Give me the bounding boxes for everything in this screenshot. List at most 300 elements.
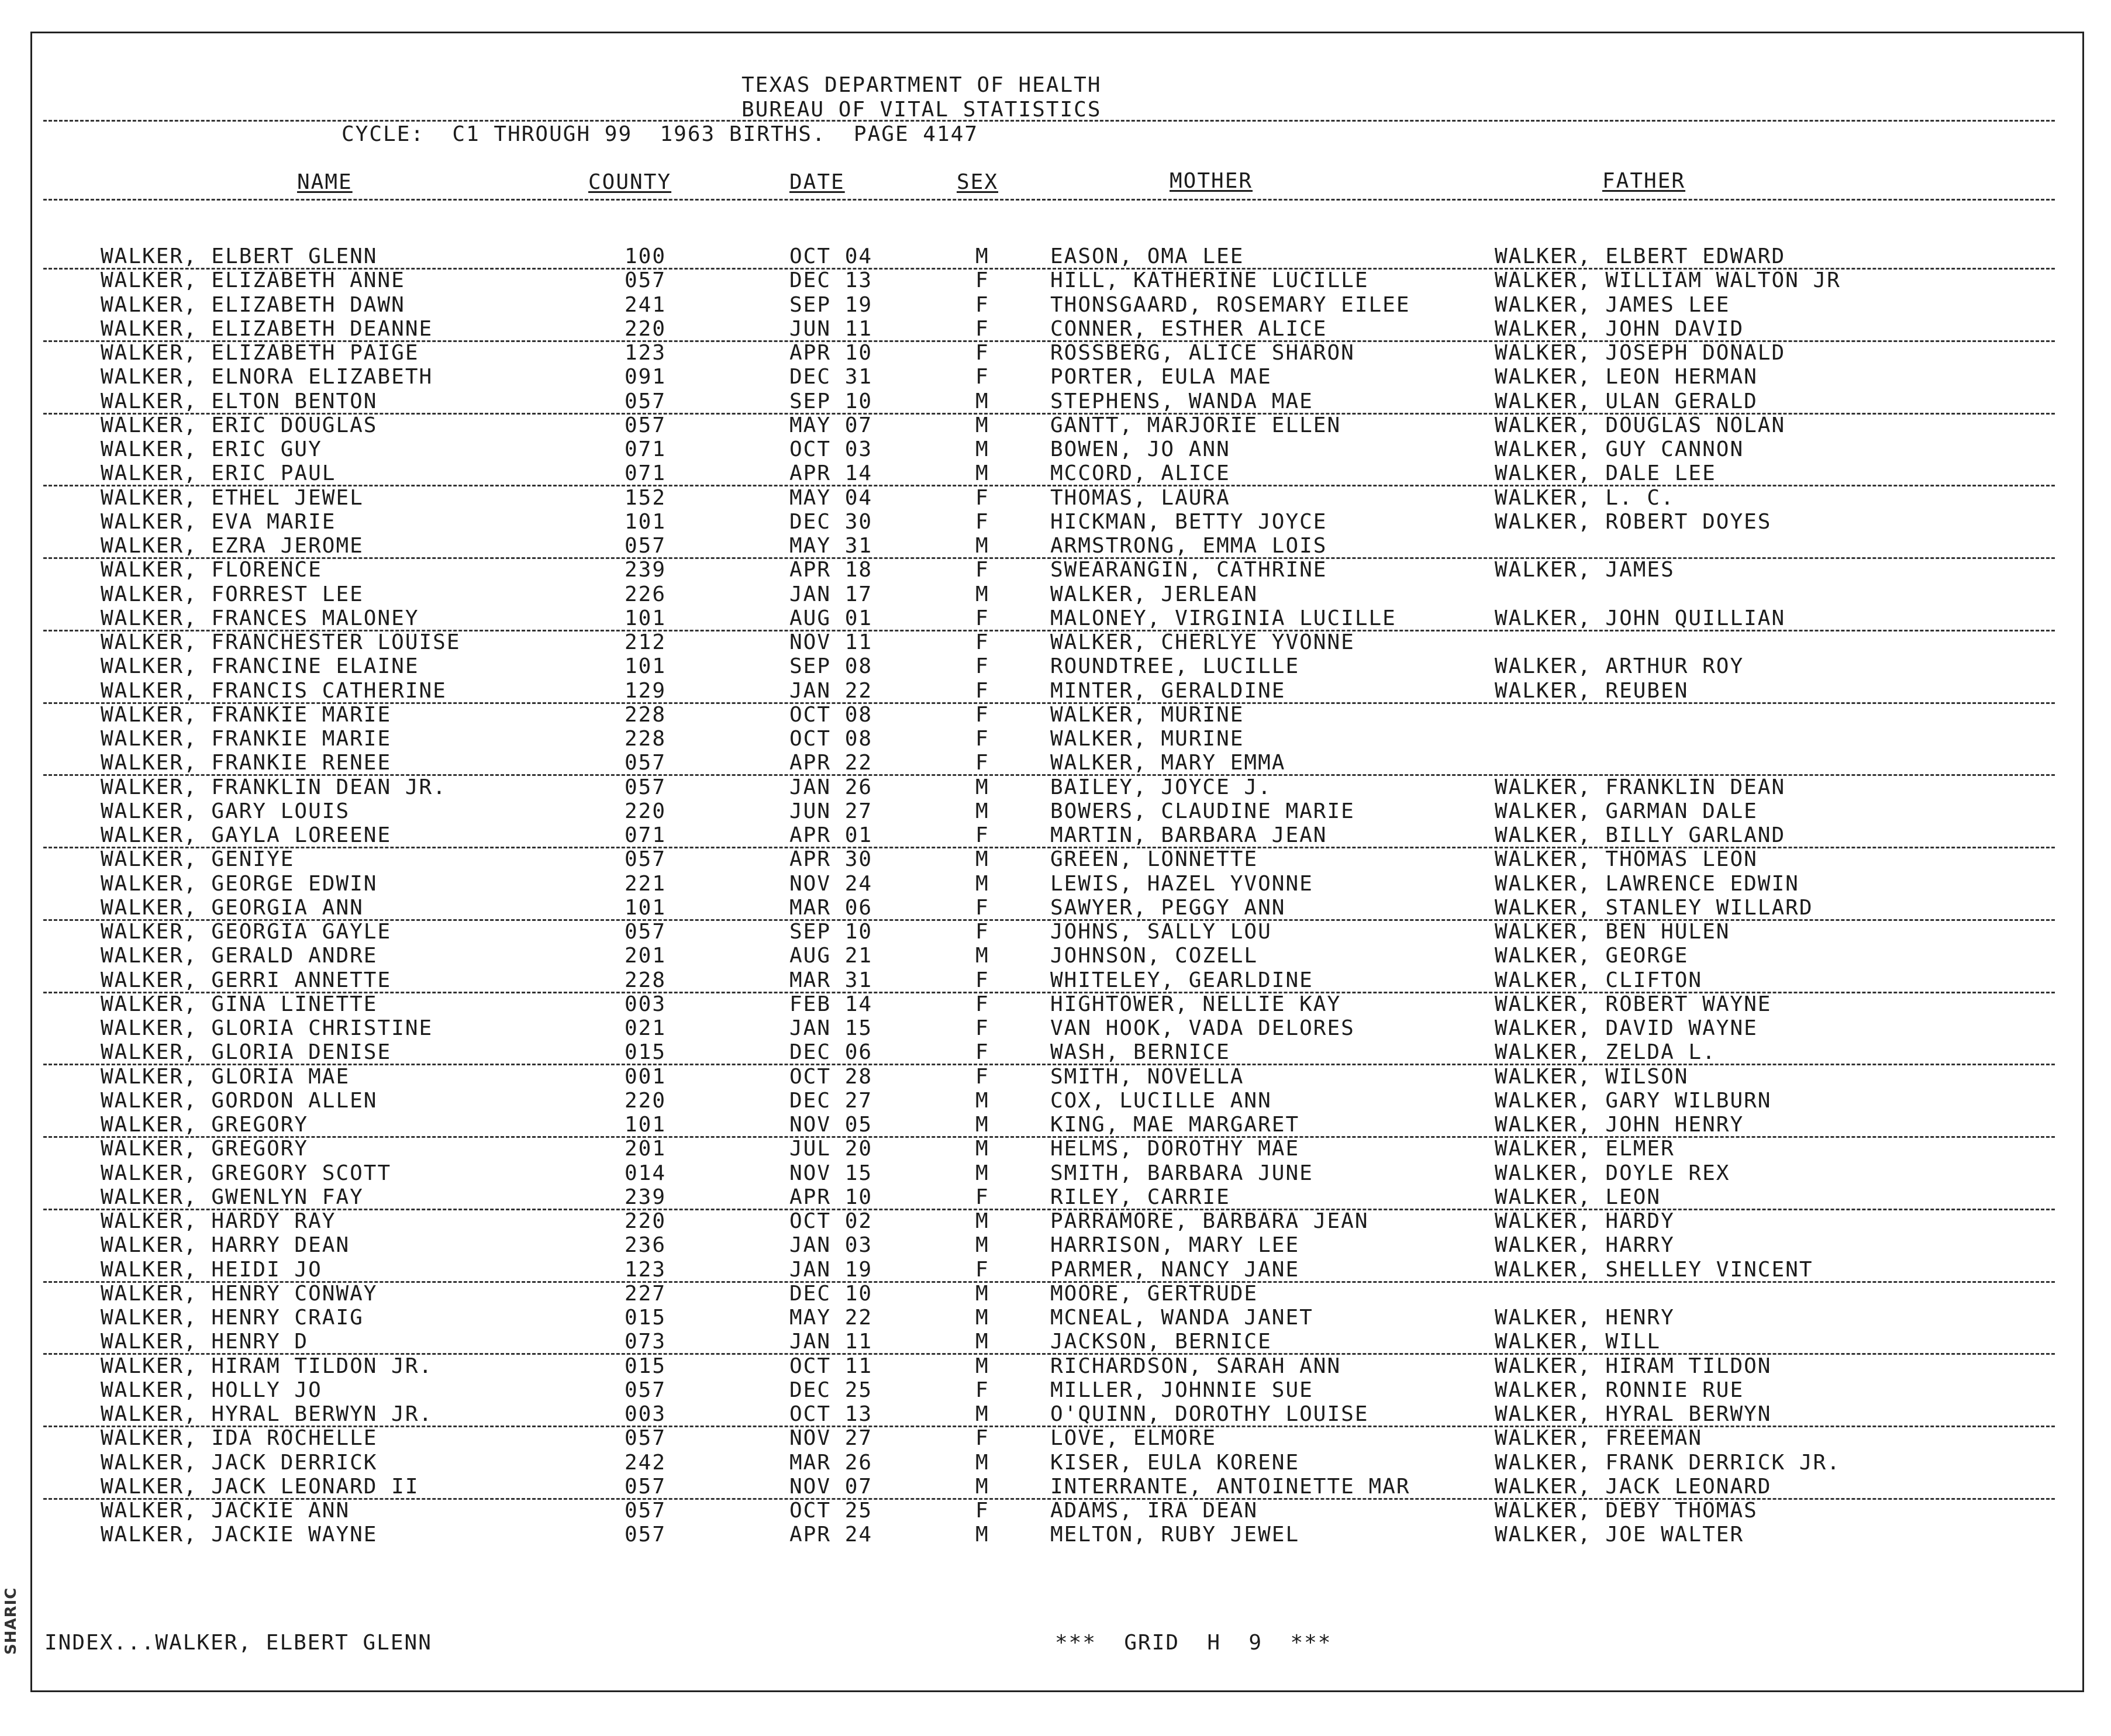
record-row [0, 630, 2111, 654]
record-mother: WALKER, CHERLYE YVONNE [1050, 630, 1355, 654]
record-county: 057 [625, 268, 667, 293]
record-row [0, 799, 2111, 823]
record-sex: M [975, 1450, 989, 1475]
record-sex: M [975, 534, 989, 558]
record-mother: WHITELEY, GEARLDINE [1050, 968, 1313, 992]
index-line: INDEX...WALKER, ELBERT GLENN [44, 1631, 432, 1655]
record-name: WALKER, EVA MARIE [101, 509, 336, 534]
record-name: WALKER, ERIC GUY [101, 437, 322, 461]
record-sex: F [975, 292, 989, 317]
record-county: 057 [625, 1499, 667, 1523]
record-mother: EASON, OMA LEE [1050, 244, 1244, 268]
record-mother: ROUNDTREE, LUCILLE [1050, 654, 1300, 679]
record-father: WALKER, WILSON [1495, 1064, 1689, 1089]
record-row [0, 1233, 2111, 1257]
record-father: WALKER, HARRY [1495, 1233, 1675, 1258]
record-mother: WALKER, MURINE [1050, 727, 1244, 751]
record-mother: INTERRANTE, ANTOINETTE MAR [1050, 1474, 1410, 1499]
record-name: WALKER, GERRI ANNETTE [101, 968, 392, 992]
record-mother: BAILEY, JOYCE J. [1050, 775, 1272, 799]
record-name: WALKER, HIRAM TILDON JR. [101, 1354, 433, 1378]
record-father: WALKER, GARY WILBURN [1495, 1088, 1772, 1113]
record-row [0, 365, 2111, 389]
record-sex: M [975, 1523, 989, 1547]
record-row [0, 1354, 2111, 1378]
record-date: APR 24 [789, 1523, 873, 1547]
col-header-name: NAME [297, 170, 353, 194]
record-father: WALKER, STANLEY WILLARD [1495, 895, 1813, 920]
record-row [0, 606, 2111, 630]
record-county: 242 [625, 1450, 667, 1475]
record-sex: M [975, 389, 989, 413]
record-father: WALKER, HYRAL BERWYN [1495, 1402, 1772, 1426]
record-mother: STEPHENS, WANDA MAE [1050, 389, 1313, 413]
record-date: NOV 24 [789, 871, 873, 896]
record-date: JAN 15 [789, 1016, 873, 1040]
record-sex: M [975, 1354, 989, 1378]
record-name: WALKER, FLORENCE [101, 558, 322, 582]
record-father: WALKER, BEN HULEN [1495, 920, 1730, 944]
record-sex: F [975, 268, 989, 293]
record-name: WALKER, GINA LINETTE [101, 992, 378, 1016]
record-date: JAN 26 [789, 775, 873, 799]
record-county: 101 [625, 509, 667, 534]
record-county: 123 [625, 341, 667, 365]
record-row [0, 1065, 2111, 1089]
record-row [0, 268, 2111, 292]
record-name: WALKER, GREGORY [101, 1137, 309, 1161]
record-date: APR 30 [789, 847, 873, 872]
record-father: WALKER, SHELLEY VINCENT [1495, 1257, 1813, 1282]
record-row [0, 1185, 2111, 1209]
record-date: OCT 08 [789, 702, 873, 727]
record-county: 129 [625, 678, 667, 703]
record-date: OCT 08 [789, 727, 873, 751]
record-date: MAY 31 [789, 534, 873, 558]
record-father: WALKER, ROBERT WAYNE [1495, 992, 1772, 1016]
record-date: OCT 03 [789, 437, 873, 461]
record-mother: GREEN, LONNETTE [1050, 847, 1258, 872]
record-county: 071 [625, 461, 667, 486]
record-sex: F [975, 702, 989, 727]
record-name: WALKER, ELNORA ELIZABETH [101, 365, 433, 389]
record-father: WALKER, HARDY [1495, 1209, 1675, 1233]
record-sex: F [975, 968, 989, 992]
record-name: WALKER, ELBERT GLENN [101, 244, 378, 268]
record-name: WALKER, GREGORY SCOTT [101, 1161, 392, 1185]
record-mother: GANTT, MARJORIE ELLEN [1050, 413, 1341, 437]
record-mother: HELMS, DOROTHY MAE [1050, 1137, 1300, 1161]
record-date: OCT 11 [789, 1354, 873, 1378]
record-name: WALKER, HEIDI JO [101, 1257, 322, 1282]
record-mother: LOVE, ELMORE [1050, 1426, 1217, 1451]
record-date: OCT 25 [789, 1499, 873, 1523]
record-county: 014 [625, 1161, 667, 1185]
record-mother: THONSGAARD, ROSEMARY EILEE [1050, 292, 1410, 317]
record-father: WALKER, BILLY GARLAND [1495, 823, 1786, 847]
record-father: WALKER, FRANK DERRICK JR. [1495, 1450, 1841, 1475]
record-mother: JACKSON, BERNICE [1050, 1330, 1272, 1354]
record-date: MAR 31 [789, 968, 873, 992]
record-name: WALKER, HARRY DEAN [101, 1233, 350, 1258]
record-row [0, 727, 2111, 751]
record-mother: O'QUINN, DOROTHY LOUISE [1050, 1402, 1369, 1426]
record-date: DEC 10 [789, 1281, 873, 1306]
record-name: WALKER, ELIZABETH DEANNE [101, 316, 433, 341]
record-name: WALKER, GEORGE EDWIN [101, 871, 378, 896]
record-name: WALKER, FRANKIE RENEE [101, 751, 392, 775]
record-sex: F [975, 558, 989, 582]
record-date: APR 22 [789, 751, 873, 775]
record-name: WALKER, JACK DERRICK [101, 1450, 378, 1475]
record-sex: M [975, 1306, 989, 1330]
col-header-date: DATE [789, 170, 845, 194]
record-row [0, 823, 2111, 847]
record-date: SEP 08 [789, 654, 873, 679]
record-father: WALKER, GARMAN DALE [1495, 799, 1758, 823]
record-sex: F [975, 485, 989, 510]
record-sex: F [975, 678, 989, 703]
record-sex: F [975, 316, 989, 341]
record-county: 228 [625, 968, 667, 992]
record-county: 201 [625, 944, 667, 968]
record-county: 057 [625, 1378, 667, 1402]
record-row [0, 341, 2111, 365]
record-row [0, 1137, 2111, 1161]
record-sex: M [975, 1233, 989, 1258]
record-date: NOV 15 [789, 1161, 873, 1185]
record-county: 227 [625, 1281, 667, 1306]
record-sex: F [975, 727, 989, 751]
record-date: DEC 30 [789, 509, 873, 534]
record-name: WALKER, HENRY CRAIG [101, 1306, 364, 1330]
record-county: 015 [625, 1354, 667, 1378]
record-name: WALKER, GLORIA MAE [101, 1064, 350, 1089]
record-father: WALKER, REUBEN [1495, 678, 1689, 703]
record-name: WALKER, JACKIE WAYNE [101, 1523, 378, 1547]
record-row [0, 244, 2111, 268]
record-county: 057 [625, 1426, 667, 1451]
record-father: WALKER, ELBERT EDWARD [1495, 244, 1786, 268]
record-name: WALKER, GLORIA DENISE [101, 1040, 392, 1065]
record-date: APR 18 [789, 558, 873, 582]
col-header-sex: SEX [957, 170, 999, 194]
record-county: 021 [625, 1016, 667, 1040]
record-name: WALKER, HYRAL BERWYN JR. [101, 1402, 433, 1426]
record-date: MAY 22 [789, 1306, 873, 1330]
record-date: DEC 25 [789, 1378, 873, 1402]
record-name: WALKER, GERALD ANDRE [101, 944, 378, 968]
record-row [0, 703, 2111, 727]
record-date: MAR 06 [789, 895, 873, 920]
record-name: WALKER, GORDON ALLEN [101, 1088, 378, 1113]
record-name: WALKER, ELIZABETH ANNE [101, 268, 405, 293]
agency-title: TEXAS DEPARTMENT OF HEALTH [741, 73, 1102, 97]
record-name: WALKER, FRANCINE ELAINE [101, 654, 419, 679]
record-sex: F [975, 992, 989, 1016]
record-mother: MALONEY, VIRGINIA LUCILLE [1050, 606, 1396, 630]
record-county: 221 [625, 871, 667, 896]
record-father: WALKER, HENRY [1495, 1306, 1675, 1330]
record-row [0, 1258, 2111, 1282]
record-father: WALKER, ULAN GERALD [1495, 389, 1758, 413]
record-father: WALKER, RONNIE RUE [1495, 1378, 1744, 1402]
record-name: WALKER, FRANKIE MARIE [101, 702, 392, 727]
record-name: WALKER, HARDY RAY [101, 1209, 336, 1233]
record-date: JUN 27 [789, 799, 873, 823]
record-mother: KISER, EULA KORENE [1050, 1450, 1300, 1475]
record-name: WALKER, FRANCES MALONEY [101, 606, 419, 630]
record-mother: SWEARANGIN, CATHRINE [1050, 558, 1327, 582]
record-date: JAN 11 [789, 1330, 873, 1354]
record-mother: ARMSTRONG, EMMA LOIS [1050, 534, 1327, 558]
record-name: WALKER, GWENLYN FAY [101, 1185, 364, 1209]
record-row [0, 1282, 2111, 1306]
record-sex: F [975, 895, 989, 920]
record-date: DEC 27 [789, 1088, 873, 1113]
record-mother: SMITH, BARBARA JUNE [1050, 1161, 1313, 1185]
record-county: 220 [625, 799, 667, 823]
record-county: 152 [625, 485, 667, 510]
record-date: APR 14 [789, 461, 873, 486]
record-date: NOV 27 [789, 1426, 873, 1451]
record-date: MAY 04 [789, 485, 873, 510]
record-name: WALKER, GAYLA LOREENE [101, 823, 392, 847]
record-mother: HILL, KATHERINE LUCILLE [1050, 268, 1369, 293]
record-mother: CONNER, ESTHER ALICE [1050, 316, 1327, 341]
record-mother: ROSSBERG, ALICE SHARON [1050, 341, 1355, 365]
record-name: WALKER, ETHEL JEWEL [101, 485, 364, 510]
record-date: MAR 26 [789, 1450, 873, 1475]
record-row [0, 1402, 2111, 1426]
record-sex: M [975, 437, 989, 461]
record-father: WALKER, GUY CANNON [1495, 437, 1744, 461]
record-name: WALKER, GEORGIA GAYLE [101, 920, 392, 944]
record-county: 057 [625, 751, 667, 775]
record-name: WALKER, GARY LOUIS [101, 799, 350, 823]
record-father: WALKER, LEON [1495, 1185, 1661, 1209]
record-sex: F [975, 751, 989, 775]
record-sex: M [975, 1330, 989, 1354]
record-date: SEP 19 [789, 292, 873, 317]
record-sex: M [975, 1281, 989, 1306]
record-date: JAN 17 [789, 582, 873, 606]
record-county: 123 [625, 1257, 667, 1282]
record-row [0, 486, 2111, 510]
record-row [0, 751, 2111, 775]
record-county: 057 [625, 534, 667, 558]
record-mother: JOHNSON, COZELL [1050, 944, 1258, 968]
record-row [0, 413, 2111, 437]
record-sex: M [975, 799, 989, 823]
record-county: 101 [625, 1113, 667, 1137]
record-row [0, 944, 2111, 968]
record-father: WALKER, CLIFTON [1495, 968, 1703, 992]
record-date: FEB 14 [789, 992, 873, 1016]
record-row [0, 1113, 2111, 1137]
record-row [0, 1451, 2111, 1475]
record-father: WALKER, JAMES [1495, 558, 1675, 582]
record-sex: M [975, 1137, 989, 1161]
cycle-line: CYCLE: C1 THROUGH 99 1963 BIRTHS. PAGE 4147 [342, 122, 978, 146]
record-mother: MILLER, JOHNNIE SUE [1050, 1378, 1313, 1402]
record-row [0, 510, 2111, 534]
record-date: MAY 07 [789, 413, 873, 437]
record-name: WALKER, JACK LEONARD II [101, 1474, 419, 1499]
record-row [0, 679, 2111, 703]
bureau-title: BUREAU OF VITAL STATISTICS [741, 98, 1102, 122]
record-county: 239 [625, 558, 667, 582]
record-father: WALKER, GEORGE [1495, 944, 1689, 968]
record-county: 057 [625, 1523, 667, 1547]
col-header-father: FATHER [1602, 169, 1686, 193]
record-county: 015 [625, 1040, 667, 1065]
record-father: WALKER, LEON HERMAN [1495, 365, 1758, 389]
record-name: WALKER, HOLLY JO [101, 1378, 322, 1402]
record-date: NOV 11 [789, 630, 873, 654]
record-sex: M [975, 461, 989, 486]
record-row [0, 896, 2111, 920]
record-date: JAN 19 [789, 1257, 873, 1282]
record-county: 101 [625, 606, 667, 630]
record-father: WALKER, JOHN HENRY [1495, 1113, 1744, 1137]
record-county: 220 [625, 316, 667, 341]
record-mother: MCCORD, ALICE [1050, 461, 1230, 486]
record-row [0, 582, 2111, 606]
record-mother: PARMER, NANCY JANE [1050, 1257, 1300, 1282]
record-sex: F [975, 1064, 989, 1089]
record-sex: M [975, 775, 989, 799]
record-sex: M [975, 1209, 989, 1233]
record-date: SEP 10 [789, 389, 873, 413]
record-date: APR 01 [789, 823, 873, 847]
record-sex: M [975, 1402, 989, 1426]
record-county: 073 [625, 1330, 667, 1354]
record-sex: M [975, 1474, 989, 1499]
record-name: WALKER, FRANKLIN DEAN JR. [101, 775, 447, 799]
record-father: WALKER, LAWRENCE EDWIN [1495, 871, 1799, 896]
record-father: WALKER, ZELDA L. [1495, 1040, 1716, 1065]
record-mother: SAWYER, PEGGY ANN [1050, 895, 1286, 920]
record-father: WALKER, FRANKLIN DEAN [1495, 775, 1786, 799]
record-row [0, 847, 2111, 871]
record-sex: M [975, 1161, 989, 1185]
record-county: 228 [625, 702, 667, 727]
record-row [0, 1306, 2111, 1330]
record-father: WALKER, HIRAM TILDON [1495, 1354, 1772, 1378]
record-county: 212 [625, 630, 667, 654]
record-row [0, 992, 2111, 1016]
record-row [0, 920, 2111, 944]
record-mother: MCNEAL, WANDA JANET [1050, 1306, 1313, 1330]
record-row [0, 1523, 2111, 1547]
record-mother: RICHARDSON, SARAH ANN [1050, 1354, 1341, 1378]
record-father: WALKER, ROBERT DOYES [1495, 509, 1772, 534]
record-county: 057 [625, 389, 667, 413]
side-stamp: SHARIC [2, 1587, 20, 1655]
record-row [0, 1475, 2111, 1499]
record-name: WALKER, IDA ROCHELLE [101, 1426, 378, 1451]
record-mother: RILEY, CARRIE [1050, 1185, 1230, 1209]
record-row [0, 1378, 2111, 1402]
record-name: WALKER, HENRY D [101, 1330, 309, 1354]
record-mother: MELTON, RUBY JEWEL [1050, 1523, 1300, 1547]
record-date: DEC 13 [789, 268, 873, 293]
record-father: WALKER, DOYLE REX [1495, 1161, 1730, 1185]
record-sex: M [975, 1113, 989, 1137]
record-father: WALKER, ARTHUR ROY [1495, 654, 1744, 679]
record-county: 101 [625, 654, 667, 679]
record-mother: BOWEN, JO ANN [1050, 437, 1230, 461]
record-father: WALKER, THOMAS LEON [1495, 847, 1758, 872]
record-sex: F [975, 823, 989, 847]
record-father: WALKER, FREEMAN [1495, 1426, 1703, 1451]
record-sex: M [975, 413, 989, 437]
record-row [0, 1209, 2111, 1233]
record-date: SEP 10 [789, 920, 873, 944]
record-row [0, 461, 2111, 485]
record-date: OCT 13 [789, 1402, 873, 1426]
record-county: 201 [625, 1137, 667, 1161]
record-date: APR 10 [789, 341, 873, 365]
record-county: 003 [625, 1402, 667, 1426]
record-mother: KING, MAE MARGARET [1050, 1113, 1300, 1137]
record-county: 101 [625, 895, 667, 920]
record-row [0, 1499, 2111, 1523]
record-county: 071 [625, 823, 667, 847]
record-mother: WASH, BERNICE [1050, 1040, 1230, 1065]
record-mother: HIGHTOWER, NELLIE KAY [1050, 992, 1341, 1016]
record-county: 057 [625, 413, 667, 437]
record-sex: M [975, 944, 989, 968]
col-header-county: COUNTY [588, 170, 672, 194]
record-county: 220 [625, 1209, 667, 1233]
record-county: 100 [625, 244, 667, 268]
record-father: WALKER, JACK LEONARD [1495, 1474, 1772, 1499]
record-row [0, 1426, 2111, 1450]
record-mother: SMITH, NOVELLA [1050, 1064, 1244, 1089]
record-name: WALKER, ELTON BENTON [101, 389, 378, 413]
record-mother: ADAMS, IRA DEAN [1050, 1499, 1258, 1523]
record-sex: M [975, 847, 989, 872]
record-mother: COX, LUCILLE ANN [1050, 1088, 1272, 1113]
record-father: WALKER, DALE LEE [1495, 461, 1716, 486]
record-sex: F [975, 1185, 989, 1209]
record-row [0, 1330, 2111, 1354]
record-county: 057 [625, 775, 667, 799]
col-header-mother: MOTHER [1170, 169, 1253, 193]
record-row [0, 1040, 2111, 1064]
record-date: AUG 21 [789, 944, 873, 968]
record-mother: WALKER, JERLEAN [1050, 582, 1258, 606]
record-father: WALKER, WILLIAM WALTON JR [1495, 268, 1841, 293]
record-mother: BOWERS, CLAUDINE MARIE [1050, 799, 1355, 823]
record-county: 015 [625, 1306, 667, 1330]
record-row [0, 293, 2111, 317]
record-sex: F [975, 920, 989, 944]
record-row [0, 654, 2111, 678]
record-sex: F [975, 1016, 989, 1040]
record-father: WALKER, L. C. [1495, 485, 1675, 510]
record-date: OCT 02 [789, 1209, 873, 1233]
record-mother: MINTER, GERALDINE [1050, 678, 1286, 703]
record-mother: PARRAMORE, BARBARA JEAN [1050, 1209, 1369, 1233]
record-row [0, 558, 2111, 582]
record-sex: F [975, 630, 989, 654]
record-county: 071 [625, 437, 667, 461]
record-date: DEC 06 [789, 1040, 873, 1065]
record-name: WALKER, HENRY CONWAY [101, 1281, 378, 1306]
